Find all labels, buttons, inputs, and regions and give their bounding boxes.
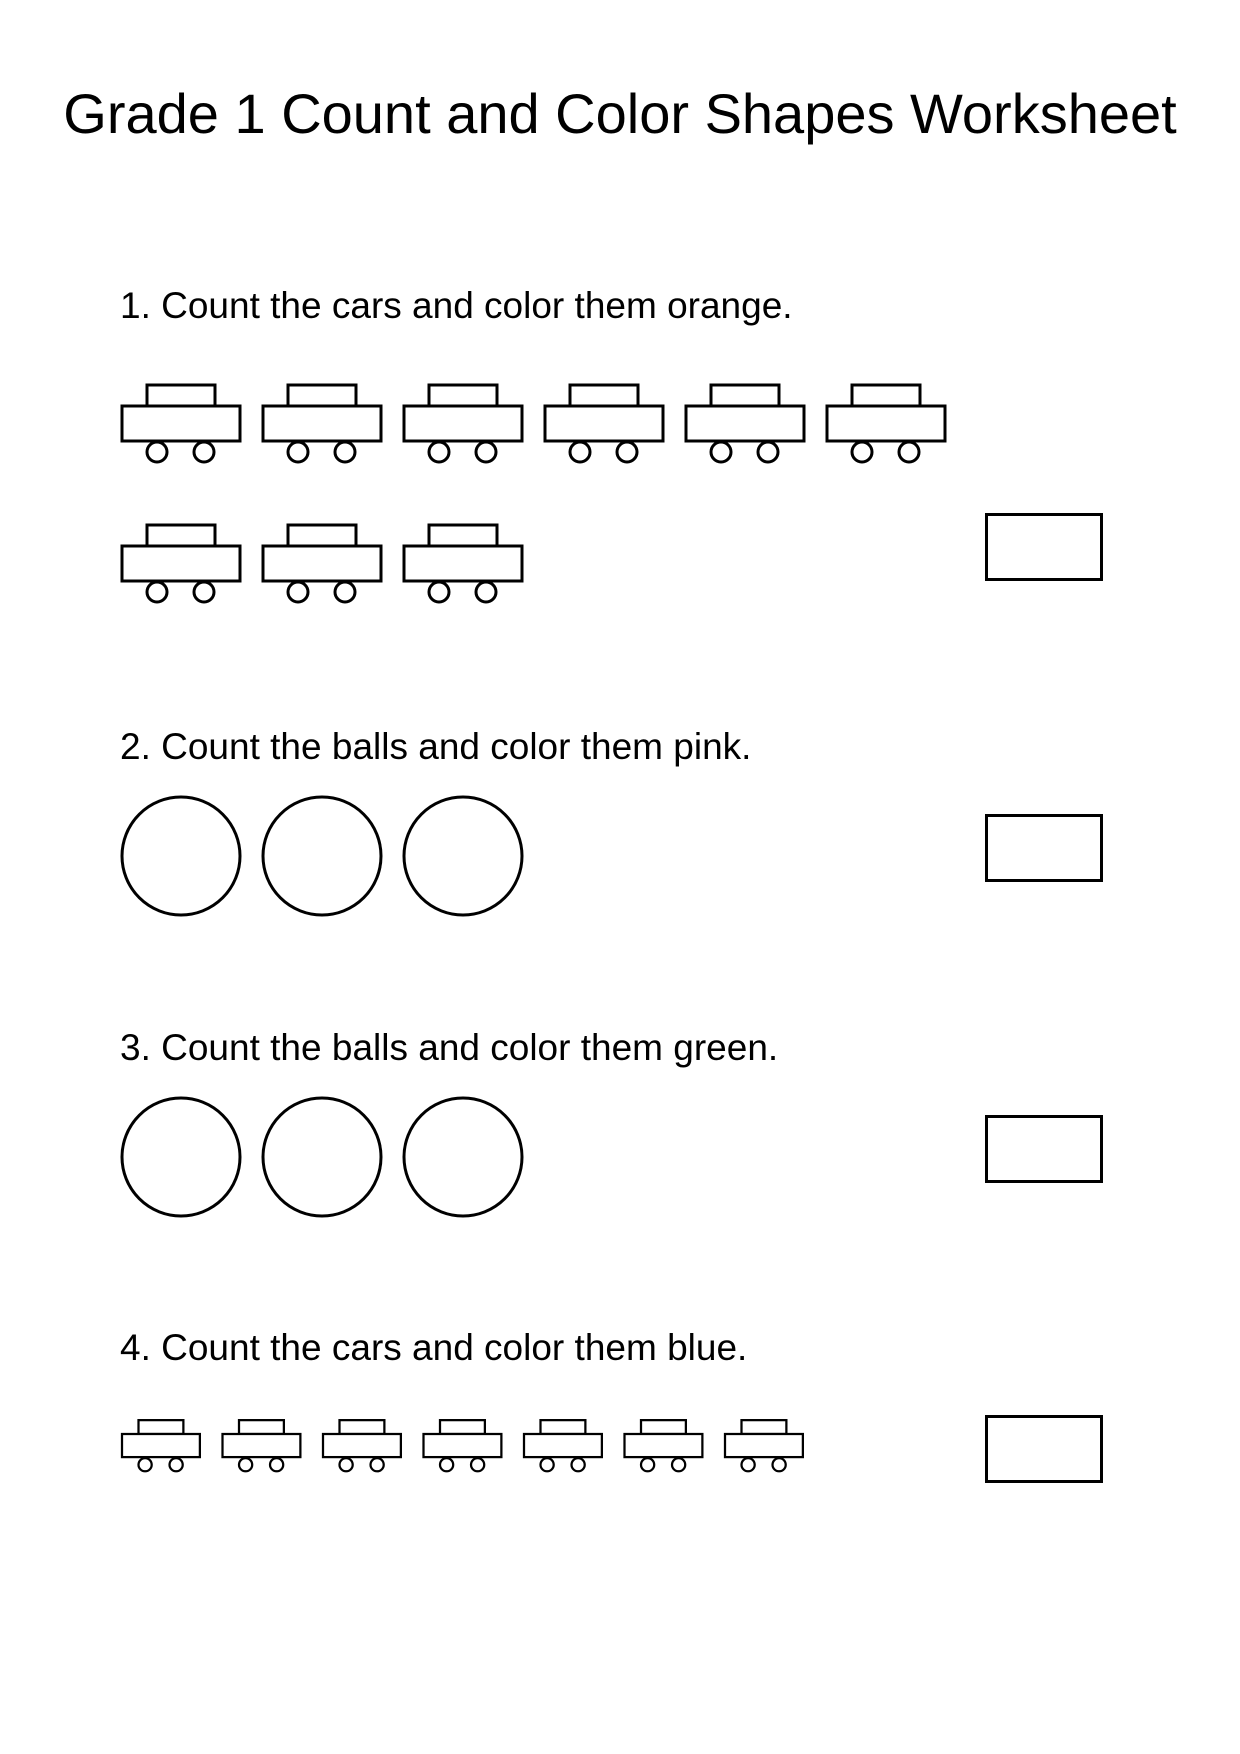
- q1-car-1: [122, 385, 240, 462]
- q3-ball-1: [122, 1098, 240, 1216]
- q2-ball-3: [404, 797, 522, 915]
- q1-car-8: [263, 525, 381, 602]
- q2-ball-1: [122, 797, 240, 915]
- question-1-answer-box[interactable]: [985, 513, 1103, 581]
- q1-car-9: [404, 525, 522, 602]
- question-3-text: 3. Count the balls and color them green.: [120, 1027, 779, 1068]
- q4-car-2: [223, 1420, 301, 1471]
- q1-car-3: [404, 385, 522, 462]
- q3-ball-3: [404, 1098, 522, 1216]
- question-4-answer-box[interactable]: [985, 1415, 1103, 1483]
- question-2-text: 2. Count the balls and color them pink.: [120, 726, 752, 767]
- q3-ball-2: [263, 1098, 381, 1216]
- q4-car-5: [524, 1420, 602, 1471]
- q1-car-7: [122, 525, 240, 602]
- question-3-answer-box[interactable]: [985, 1115, 1103, 1183]
- q1-car-4: [545, 385, 663, 462]
- q4-car-3: [323, 1420, 401, 1471]
- q4-car-1: [122, 1420, 200, 1471]
- q2-ball-2: [263, 797, 381, 915]
- q1-car-5: [686, 385, 804, 462]
- q1-car-6: [827, 385, 945, 462]
- q4-car-4: [424, 1420, 502, 1471]
- q4-car-7: [725, 1420, 803, 1471]
- question-2-answer-box[interactable]: [985, 814, 1103, 882]
- question-1-text: 1. Count the cars and color them orange.: [120, 285, 793, 326]
- q4-car-6: [625, 1420, 703, 1471]
- question-4-text: 4. Count the cars and color them blue.: [120, 1327, 748, 1368]
- q1-car-2: [263, 385, 381, 462]
- worksheet-title: Grade 1 Count and Color Shapes Worksheet: [63, 82, 1177, 145]
